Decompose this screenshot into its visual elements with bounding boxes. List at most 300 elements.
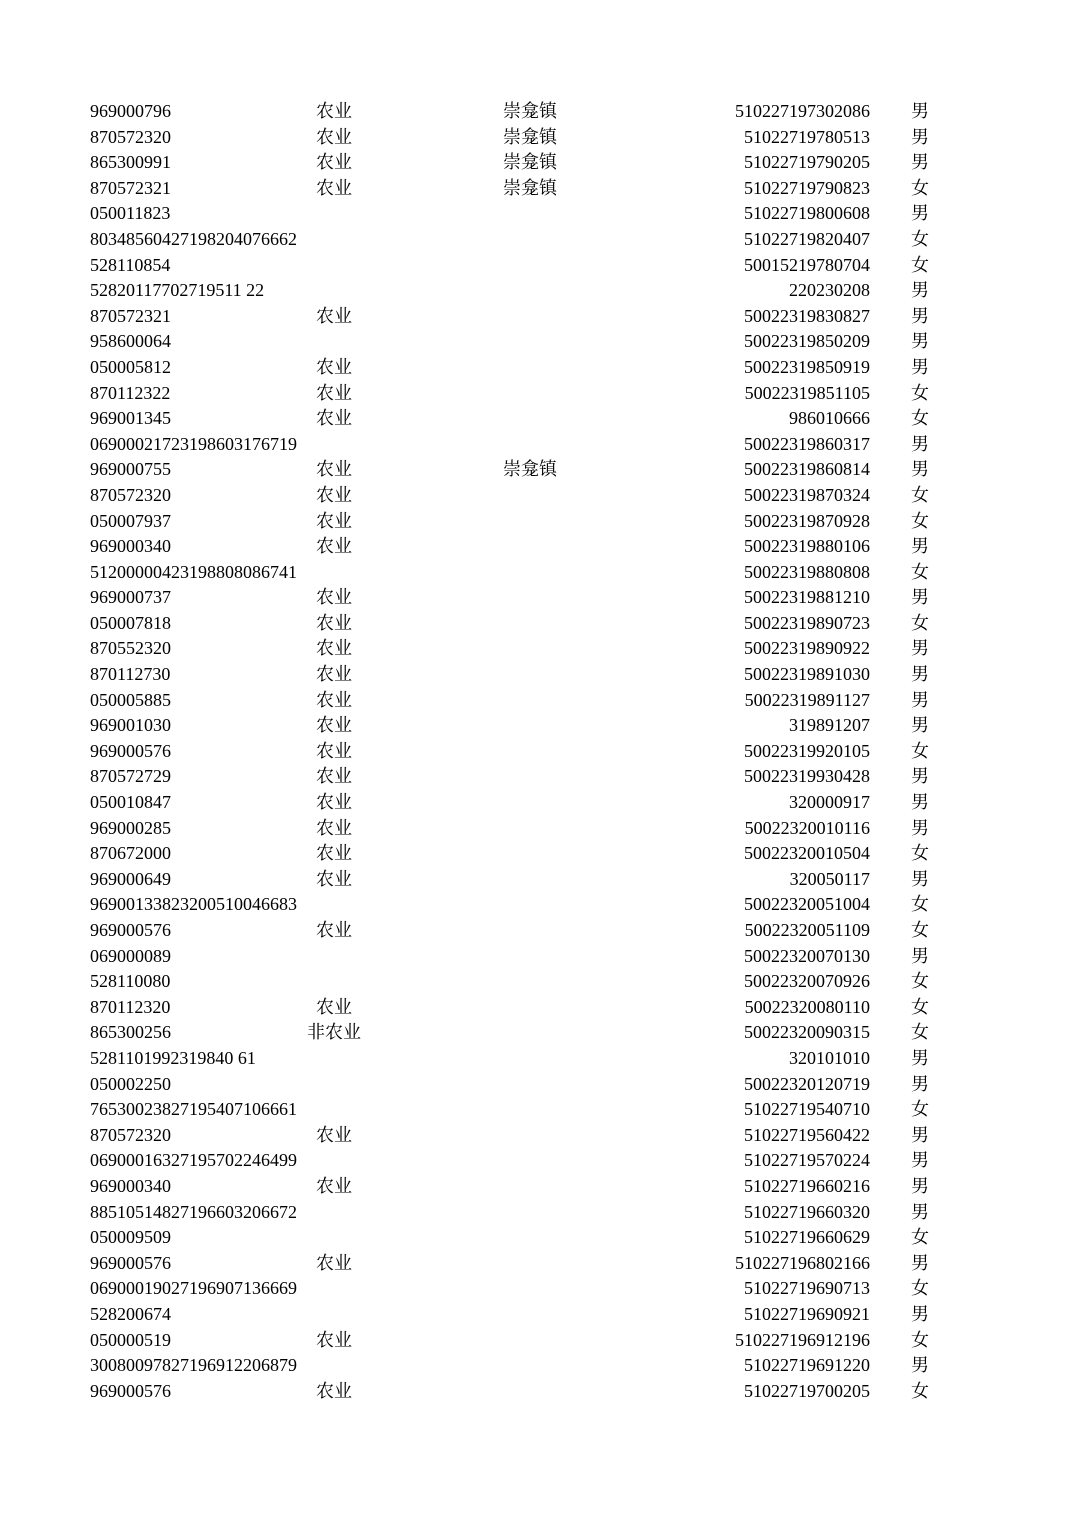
household-type-cell: 农业 [316,1380,352,1401]
account-number-cell: 52820117702719511 22 [90,280,265,301]
town-cell [480,227,580,253]
account-number-cell: 050000519 [90,1329,171,1350]
household-type-cell [290,560,378,586]
id-number-cell: 51022719540710 [744,1099,870,1120]
household-type-cell: 农业 [316,152,352,173]
account-number-cell: 969000576 [90,1252,171,1273]
table-row [0,150,1075,176]
gender-cell: 女 [911,971,929,992]
gender-cell: 女 [911,177,929,198]
gender-cell: 女 [911,1278,929,1299]
gender-cell: 男 [911,536,929,557]
account-number-cell: 870572320 [90,484,171,505]
gender-cell: 女 [911,843,929,864]
town-cell [480,483,580,509]
gender-cell: 男 [911,664,929,685]
id-number-cell: 50022320010504 [744,843,870,864]
id-number-cell: 50022319930428 [744,766,870,787]
account-number-cell: 050007937 [90,510,171,531]
id-number-cell: 50022319870324 [744,484,870,505]
id-number-cell: 51022719660320 [744,1201,870,1222]
table-row [0,176,1075,202]
gender-cell: 女 [911,1099,929,1120]
town-cell [480,1046,580,1072]
id-number-cell: 319891207 [789,715,870,736]
id-number-cell: 50022319860814 [744,459,870,480]
id-number-cell: 51022719790823 [744,177,870,198]
household-type-cell: 农业 [316,996,352,1017]
town-cell [480,406,580,432]
id-number-cell: 51022719820407 [744,228,870,249]
account-number-cell: 050007818 [90,612,171,633]
household-type-cell: 农业 [316,459,352,480]
id-number-cell: 986010666 [789,408,870,429]
account-number-cell: 958600064 [90,331,171,352]
account-number-cell: 96900133823200510046683 [90,894,297,915]
table-row [0,483,1075,509]
household-type-cell [290,253,378,279]
household-type-cell: 农业 [316,356,352,377]
id-number-cell: 50015219780704 [744,254,870,275]
table-row [0,816,1075,842]
household-type-cell [290,1225,378,1251]
table-row [0,432,1075,458]
town-cell [480,867,580,893]
table-row [0,1200,1075,1226]
household-type-cell [290,432,378,458]
town-cell: 崇龛镇 [503,459,557,480]
town-cell [480,1353,580,1379]
gender-cell: 男 [911,101,929,121]
table-row [0,406,1075,432]
household-type-cell: 农业 [316,1252,352,1273]
gender-cell: 女 [911,740,929,761]
household-type-cell: 农业 [316,920,352,940]
table-row [0,892,1075,918]
gender-cell: 女 [911,1380,929,1401]
id-number-cell: 50022320051109 [744,920,870,940]
household-type-cell: 农业 [316,664,352,685]
table-row [0,918,1075,944]
account-number-cell: 30080097827196912206879 [90,1355,297,1376]
gender-cell: 男 [911,1124,929,1145]
town-cell [480,739,580,765]
table-row [0,1328,1075,1354]
town-cell: 崇龛镇 [503,126,557,147]
table-row [0,329,1075,355]
id-number-cell: 51022719690921 [744,1303,870,1324]
table-row [0,381,1075,407]
account-number-cell: 969001030 [90,715,171,736]
account-number-cell: 050005885 [90,689,171,710]
household-type-cell [290,892,378,918]
id-number-cell: 50022319851105 [744,382,870,403]
account-number-cell: 069000089 [90,945,171,966]
town-cell [480,1328,580,1354]
gender-cell: 男 [911,1175,929,1196]
account-number-cell: 969001345 [90,408,171,429]
account-number-cell: 969000576 [90,920,171,940]
table-row [0,739,1075,765]
household-type-cell: 农业 [316,126,352,147]
town-cell [480,636,580,662]
id-number-cell: 50022319880808 [744,561,870,582]
gender-cell: 男 [911,1073,929,1094]
town-cell [480,662,580,688]
id-number-cell: 50022319850209 [744,331,870,352]
gender-cell: 男 [911,792,929,813]
town-cell [480,1072,580,1098]
id-number-cell: 51022719690713 [744,1278,870,1299]
id-number-cell: 51022719660216 [744,1175,870,1196]
table-row [0,585,1075,611]
account-number-cell: 870552320 [90,638,171,659]
account-number-cell: 969000340 [90,536,171,557]
household-type-cell: 农业 [316,1175,352,1196]
town-cell [480,381,580,407]
account-number-cell: 969000576 [90,1380,171,1401]
account-number-cell: 870572729 [90,766,171,787]
account-number-cell: 5281101992319840 61 [90,1047,256,1068]
household-type-cell [290,1046,378,1072]
town-cell [480,892,580,918]
gender-cell: 男 [911,459,929,480]
town-cell [480,713,580,739]
gender-cell: 男 [911,945,929,966]
household-type-cell: 农业 [316,177,352,198]
id-number-cell: 50022319830827 [744,305,870,326]
household-type-cell: 农业 [316,1329,352,1350]
account-number-cell: 870572321 [90,177,171,198]
gender-cell: 女 [911,1022,929,1043]
account-number-cell: 870112322 [90,382,171,403]
table-row [0,278,1075,304]
id-number-cell: 50022319891030 [744,664,870,685]
id-number-cell: 51022719800608 [744,203,870,224]
town-cell [480,253,580,279]
account-number-cell: 51200000423198808086741 [90,561,297,582]
id-number-cell: 51022719560422 [744,1124,870,1145]
id-number-cell: 50022319881210 [744,587,870,608]
spreadsheet-page [0,99,1075,1404]
household-type-cell [290,278,378,304]
gender-cell: 男 [911,1355,929,1376]
id-number-cell: 50022319891127 [744,689,870,710]
account-number-cell: 865300991 [90,152,171,173]
town-cell [480,1123,580,1149]
town-cell [480,1379,580,1405]
id-number-cell: 50022320010116 [744,817,870,838]
town-cell [480,790,580,816]
table-row [0,1302,1075,1328]
household-type-cell: 农业 [316,1124,352,1145]
table-row [0,99,1075,125]
household-type-cell [290,1097,378,1123]
town-cell [480,1097,580,1123]
table-row [0,713,1075,739]
account-number-cell: 80348560427198204076662 [90,228,297,249]
account-number-cell: 76530023827195407106661 [90,1099,297,1120]
gender-cell: 男 [911,305,929,326]
account-number-cell: 969000340 [90,1175,171,1196]
household-type-cell [290,1302,378,1328]
id-number-cell: 51022719780513 [744,126,870,147]
town-cell [480,1174,580,1200]
id-number-cell: 510227196802166 [735,1252,870,1273]
town-cell [480,611,580,637]
id-number-cell: 50022320120719 [744,1073,870,1094]
gender-cell: 女 [911,1227,929,1248]
account-number-cell: 050011823 [90,203,171,224]
household-type-cell: 农业 [316,817,352,838]
id-number-cell: 50022319890723 [744,612,870,633]
table-row [0,253,1075,279]
account-number-cell: 06900016327195702246499 [90,1150,297,1171]
account-number-cell: 865300256 [90,1022,171,1043]
household-type-cell [290,201,378,227]
gender-cell: 男 [911,280,929,301]
table-row [0,969,1075,995]
household-type-cell: 农业 [316,766,352,787]
gender-cell: 男 [911,126,929,147]
table-row [0,611,1075,637]
household-type-cell [290,329,378,355]
household-type-cell [290,1072,378,1098]
household-type-cell: 农业 [316,868,352,889]
household-type-cell: 农业 [316,715,352,736]
gender-cell: 女 [911,228,929,249]
household-type-cell: 农业 [316,843,352,864]
town-cell [480,995,580,1021]
table-row [0,1148,1075,1174]
town-cell [480,585,580,611]
id-number-cell: 51022719700205 [744,1380,870,1401]
account-number-cell: 969000737 [90,587,171,608]
table-row [0,201,1075,227]
town-cell [480,329,580,355]
account-number-cell: 06900021723198603176719 [90,433,297,454]
id-number-cell: 510227196912196 [735,1329,870,1350]
gender-cell: 男 [911,356,929,377]
id-number-cell: 50022319860317 [744,433,870,454]
gender-cell: 男 [911,1201,929,1222]
gender-cell: 男 [911,331,929,352]
gender-cell: 女 [911,612,929,633]
gender-cell: 女 [911,894,929,915]
household-type-cell [290,227,378,253]
town-cell [480,688,580,714]
id-number-cell: 320050117 [789,868,870,889]
town-cell [480,560,580,586]
town-cell [480,1225,580,1251]
account-number-cell: 870572321 [90,305,171,326]
account-number-cell: 969000285 [90,817,171,838]
household-type-cell [290,969,378,995]
gender-cell: 男 [911,766,929,787]
table-row [0,1353,1075,1379]
household-type-cell: 农业 [316,792,352,813]
gender-cell: 女 [911,996,929,1017]
town-cell [480,816,580,842]
account-number-cell: 870572320 [90,1124,171,1145]
household-type-cell: 非农业 [307,1022,361,1043]
town-cell [480,1200,580,1226]
table-row [0,764,1075,790]
gender-cell: 男 [911,152,929,173]
gender-cell: 男 [911,868,929,889]
id-number-cell: 50022320080110 [744,996,870,1017]
gender-cell: 男 [911,1047,929,1068]
account-number-cell: 969000576 [90,740,171,761]
table-row [0,1276,1075,1302]
table-row [0,227,1075,253]
gender-cell: 女 [911,920,929,940]
account-number-cell: 870672000 [90,843,171,864]
table-row [0,1174,1075,1200]
gender-cell: 女 [911,254,929,275]
account-number-cell: 050009509 [90,1227,171,1248]
household-type-cell: 农业 [316,587,352,608]
id-number-cell: 50022320070926 [744,971,870,992]
table-row [0,1072,1075,1098]
account-number-cell: 050010847 [90,792,171,813]
id-number-cell: 50022319870928 [744,510,870,531]
id-number-cell: 51022719790205 [744,152,870,173]
id-number-cell: 50022320090315 [744,1022,870,1043]
household-type-cell: 农业 [316,382,352,403]
account-number-cell: 050005812 [90,356,171,377]
gender-cell: 男 [911,817,929,838]
account-number-cell: 528110080 [90,971,171,992]
town-cell [480,918,580,944]
table-row [0,867,1075,893]
table-row [0,1046,1075,1072]
table-row [0,457,1075,483]
table-row [0,636,1075,662]
account-number-cell: 88510514827196603206672 [90,1201,297,1222]
account-number-cell: 06900019027196907136669 [90,1278,297,1299]
id-number-cell: 51022719570224 [744,1150,870,1171]
town-cell [480,355,580,381]
table-row [0,304,1075,330]
account-number-cell: 969000755 [90,459,171,480]
town-cell [480,201,580,227]
table-row [0,125,1075,151]
gender-cell: 女 [911,408,929,429]
household-type-cell: 农业 [316,536,352,557]
household-type-cell [290,1353,378,1379]
account-number-cell: 870572320 [90,126,171,147]
household-type-cell [290,1276,378,1302]
town-cell [480,1020,580,1046]
table-row [0,995,1075,1021]
table-row [0,1097,1075,1123]
gender-cell: 男 [911,587,929,608]
town-cell [480,534,580,560]
household-type-cell: 农业 [316,612,352,633]
account-number-cell: 528110854 [90,254,171,275]
household-type-cell: 农业 [316,408,352,429]
id-number-cell: 50022319890922 [744,638,870,659]
household-type-cell [290,1200,378,1226]
gender-cell: 男 [911,715,929,736]
table-row [0,1251,1075,1277]
table-row [0,534,1075,560]
id-number-cell: 50022319850919 [744,356,870,377]
gender-cell: 男 [911,1150,929,1171]
id-number-cell: 50022319920105 [744,740,870,761]
id-number-cell: 320000917 [789,792,870,813]
account-number-cell: 870112730 [90,664,171,685]
table-row [0,688,1075,714]
id-number-cell: 510227197302086 [735,101,870,121]
town-cell [480,278,580,304]
gender-cell: 男 [911,1303,929,1324]
town-cell [480,509,580,535]
account-number-cell: 050002250 [90,1073,171,1094]
household-type-cell: 农业 [316,510,352,531]
table-row [0,790,1075,816]
id-number-cell: 320101010 [789,1047,870,1068]
table-row [0,841,1075,867]
account-number-cell: 528200674 [90,1303,171,1324]
account-number-cell: 969000649 [90,868,171,889]
table-row [0,1020,1075,1046]
id-number-cell: 220230208 [789,280,870,301]
town-cell: 崇龛镇 [503,101,557,121]
town-cell [480,1302,580,1328]
gender-cell: 男 [911,433,929,454]
town-cell [480,764,580,790]
account-number-cell: 969000796 [90,101,171,121]
gender-cell: 女 [911,484,929,505]
town-cell [480,1148,580,1174]
id-number-cell: 50022319880106 [744,536,870,557]
id-number-cell: 51022719691220 [744,1355,870,1376]
household-type-cell: 农业 [316,740,352,761]
household-type-cell: 农业 [316,484,352,505]
table-row [0,1225,1075,1251]
town-cell [480,1251,580,1277]
id-number-cell: 51022719660629 [744,1227,870,1248]
household-type-cell: 农业 [316,638,352,659]
table-row [0,1379,1075,1405]
town-cell: 崇龛镇 [503,177,557,198]
town-cell [480,944,580,970]
household-type-cell [290,1148,378,1174]
table-row [0,560,1075,586]
household-type-cell: 农业 [316,689,352,710]
household-type-cell [290,944,378,970]
table-row [0,1123,1075,1149]
town-cell [480,841,580,867]
household-type-cell: 农业 [316,101,352,121]
gender-cell: 女 [911,510,929,531]
table-row [0,662,1075,688]
table-row [0,355,1075,381]
gender-cell: 女 [911,382,929,403]
id-number-cell: 50022320070130 [744,945,870,966]
table-row [0,944,1075,970]
gender-cell: 男 [911,638,929,659]
gender-cell: 女 [911,561,929,582]
town-cell [480,432,580,458]
gender-cell: 男 [911,203,929,224]
household-type-cell: 农业 [316,305,352,326]
town-cell [480,969,580,995]
town-cell: 崇龛镇 [503,152,557,173]
town-cell [480,304,580,330]
